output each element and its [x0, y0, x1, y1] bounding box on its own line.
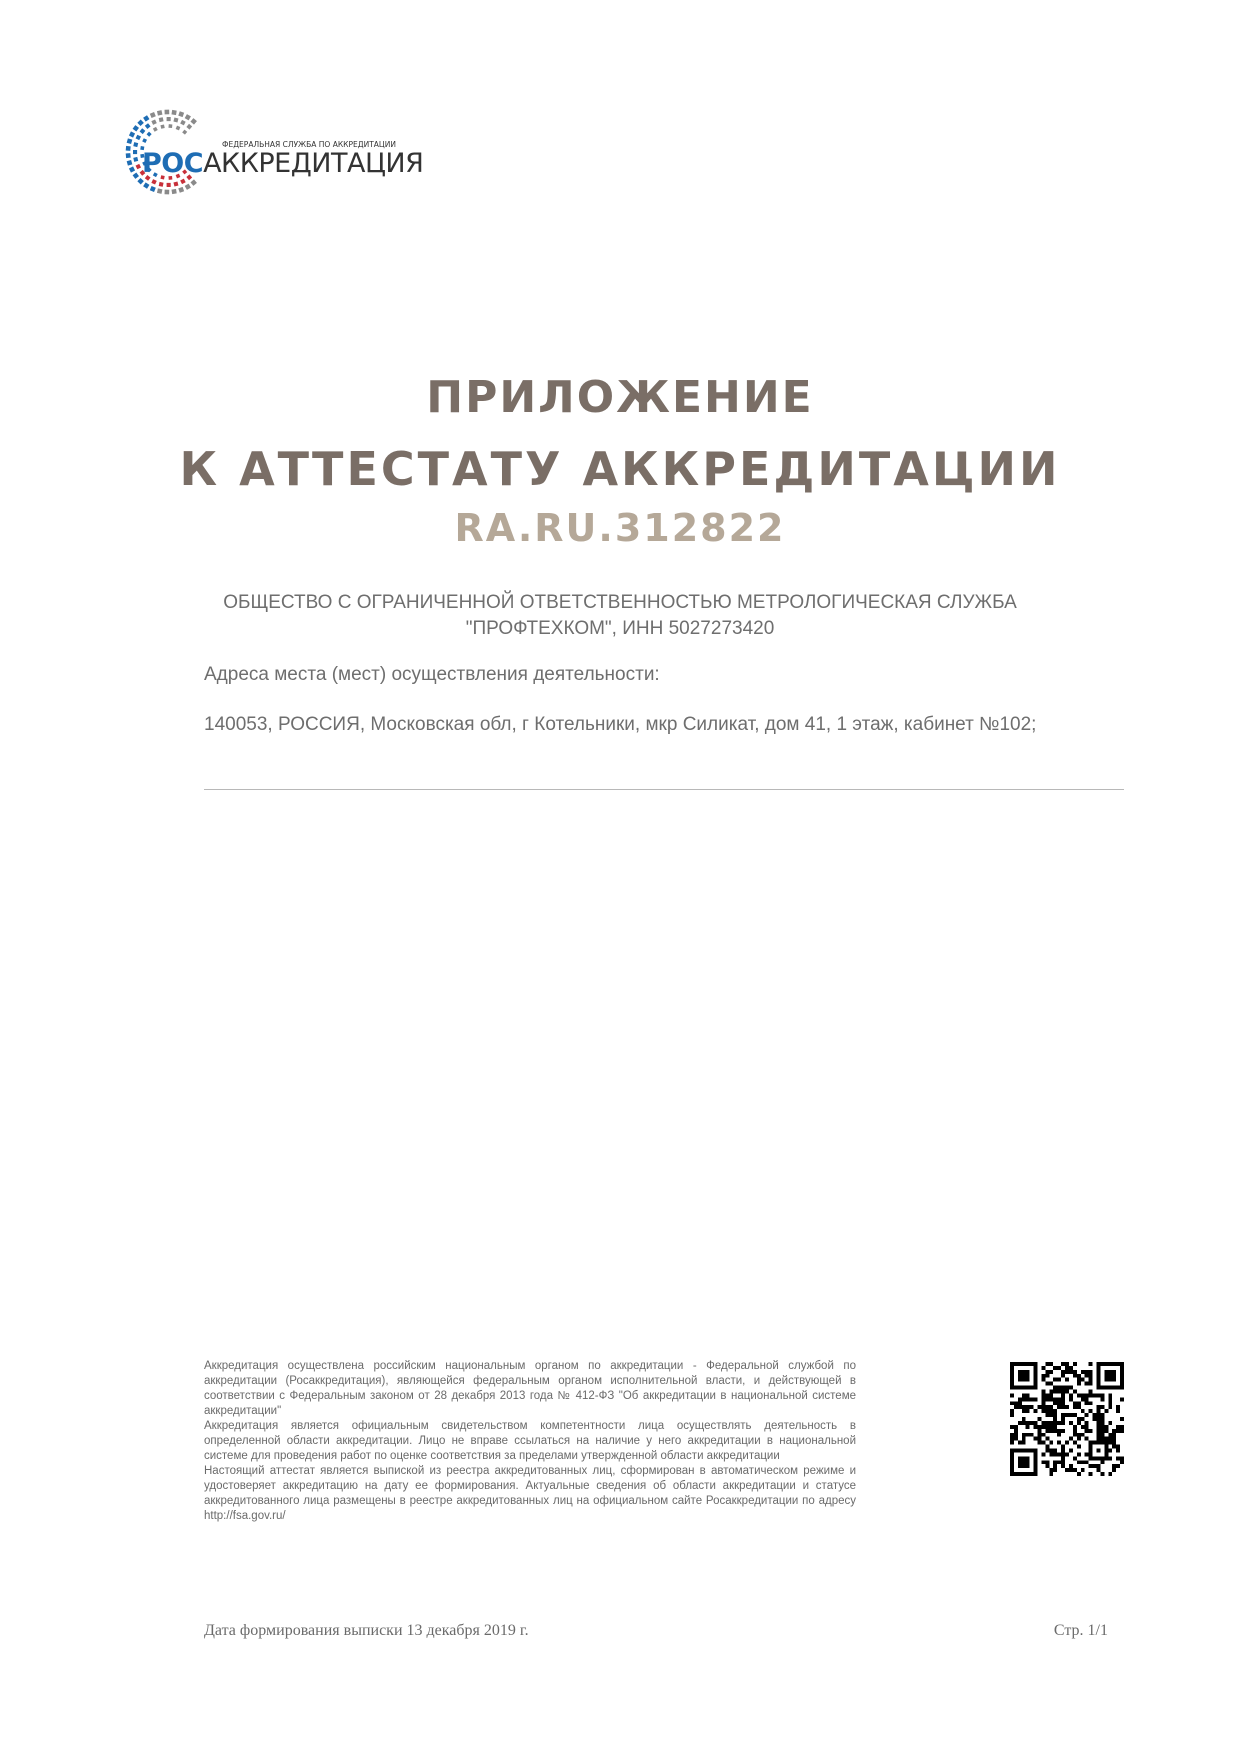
generation-date: Дата формирования выписки 13 декабря 2019 г.: [204, 1622, 529, 1639]
logo-name-part-2: АККРЕДИТАЦИЯ: [203, 148, 424, 179]
section-divider: [204, 789, 1124, 790]
legal-notice: [204, 1359, 856, 1524]
logo-graphic: [118, 100, 424, 220]
title-line-1: ПРИЛОЖЕНИЕ: [426, 372, 814, 423]
address-label: Адреса места (мест) осуществления деятельности:: [204, 664, 660, 685]
logo-agency-line: ФЕДЕРАЛЬНАЯ СЛУЖБА ПО АККРЕДИТАЦИИ: [222, 140, 396, 149]
organization-name-line-1: ОБЩЕСТВО С ОГРАНИЧЕННОЙ ОТВЕТСТВЕННОСТЬЮ МЕТРОЛОГИЧЕСКАЯ СЛУЖБА: [223, 592, 1017, 613]
page-number: Стр. 1/1: [1053, 1622, 1108, 1639]
svg-text:РОСАККРЕДИТАЦИЯ: [142, 148, 423, 179]
legal-paragraph-1: Аккредитация осуществлена российским национальным органом по аккредитации - Федеральной службой по аккредитации (Росаккредитация), являющейся федеральным органом исполнительной власти, и действующей в соответствии с Федеральным законом от 28 декабря 2013 года № 412-ФЗ "Об аккредитации в национальной системе аккредитации": [204, 1360, 856, 1417]
qr-code-icon: [1010, 1362, 1124, 1476]
rosaccreditation-logo: [118, 100, 424, 220]
legal-paragraph-2: Аккредитация является официальным свидетельством компетентности лица осуществлять деятельность в определенной области аккредитации. Лицо не вправе ссылаться на наличие у него аккредитации в национальной системе для проведения работ по оценке соответствия за пределами утвержденной области аккредитации: [204, 1420, 856, 1462]
logo-name-part-1: РОС: [142, 148, 204, 179]
legal-paragraph-3: Настоящий аттестат является выпиской из реестра аккредитованных лиц, сформирован в автоматическом режиме и удостоверяет аккредитацию на дату ее формирования. Актуальные сведения об области аккредитации и статусе аккредитованного лица размещены в реестре аккредитованных лиц на официальном сайте Росаккредитации по адресу http://fsa.gov.ru/: [204, 1465, 856, 1522]
organization-name: [200, 590, 1040, 642]
title-line-2: К АТТЕСТАТУ АККРЕДИТАЦИИ: [179, 442, 1061, 496]
address-value: 140053, РОССИЯ, Московская обл, г Котельники, мкр Силикат, дом 41, 1 этаж, кабинет №102;: [204, 714, 1037, 735]
qr-code: [1010, 1362, 1124, 1476]
registration-number: RA.RU.312822: [454, 506, 786, 550]
organization-name-line-2: "ПРОФТЕХКОМ", ИНН 5027273420: [465, 618, 775, 639]
